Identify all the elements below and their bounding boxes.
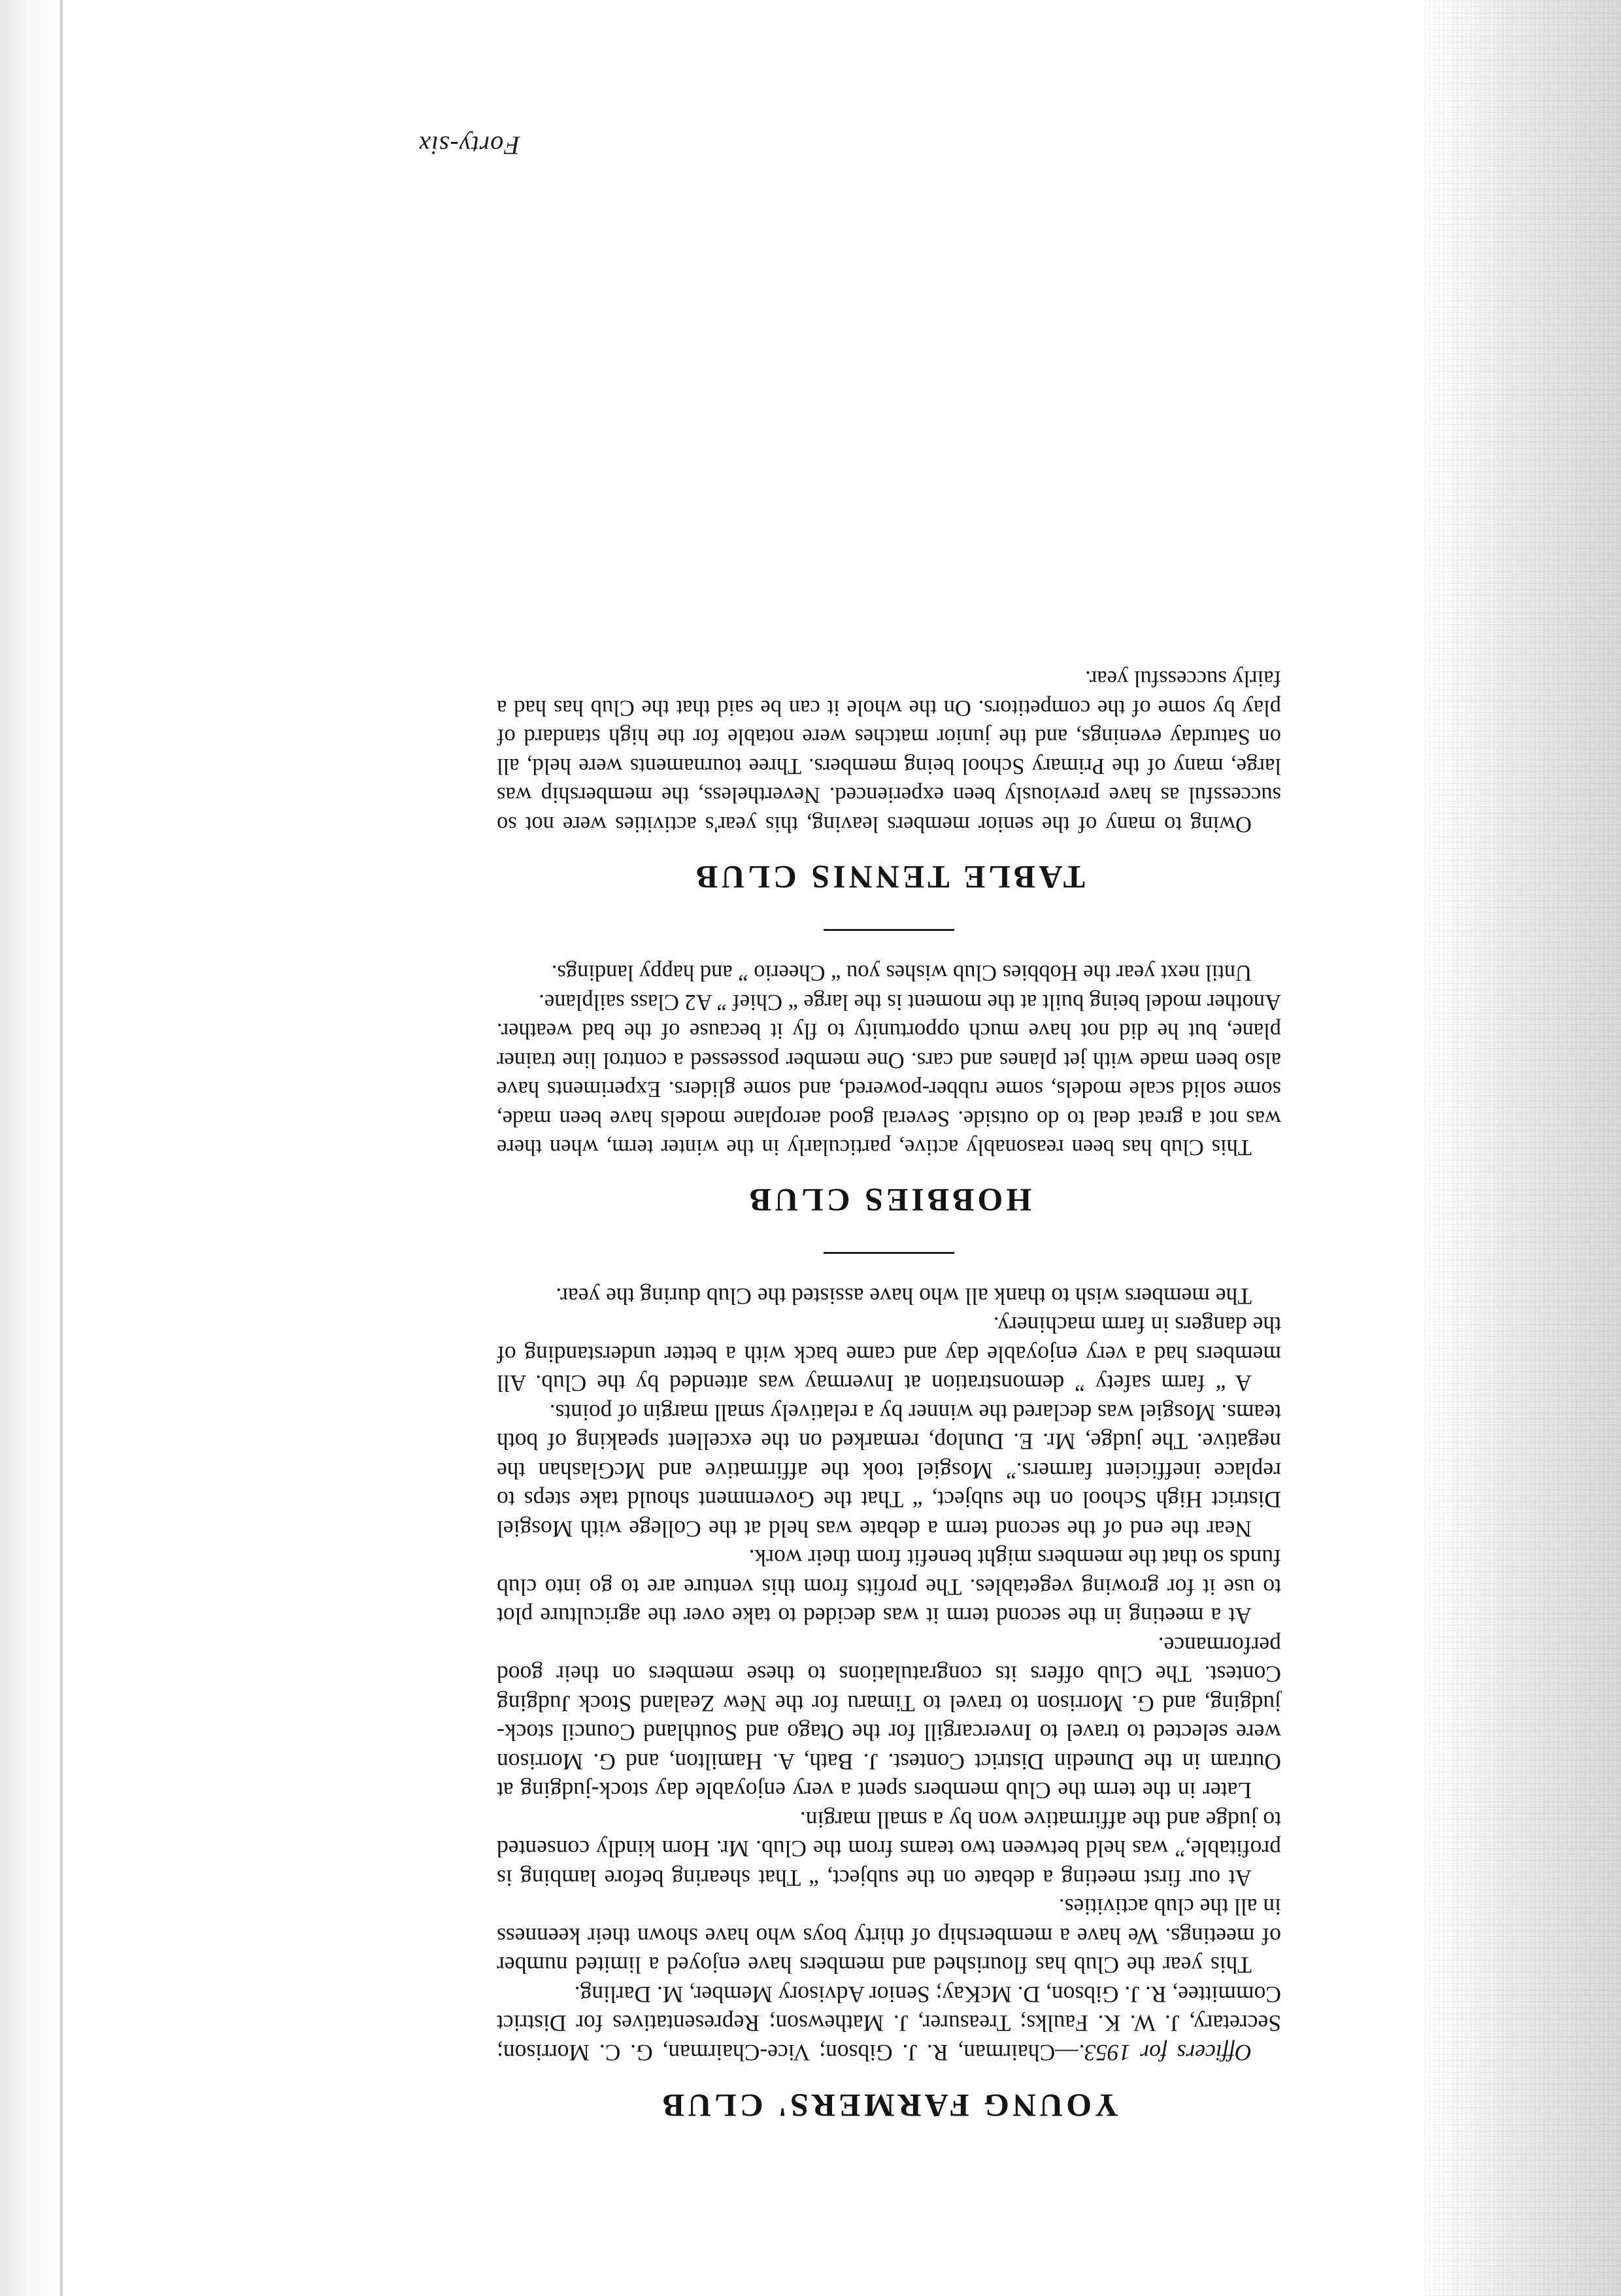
section-divider [824,1253,954,1255]
paragraph: Later in the term the Club members spent a very enjoyable day stock-judging at Outram in the Dunedin District Contest. J. Bath, A. Hamilton, and G. Morrison were selected to travel to Invercargill for the Otago and Southland Council stock-judging, and G. Morrison to travel to Timaru for the New Zealand Stock Judging Contest. The Club offers its congratulations to these members on their good performance. [497,1632,1281,1804]
young-farmers-club-section [497,1282,1281,2125]
officers-label: Officers for 1953. [1078,2040,1252,2066]
hobbies-club-section [497,958,1281,1220]
text-column [497,664,1281,2125]
paragraph: This Club has been reasonably active, particularly in the winter term, when there was not a great deal to do outside. Several good aeroplane models have been made, some solid scale models, some rubber-powered, and some gliders. Experiments have also been made with jet planes and cars. One member possessed a control line trainer plane, but he did not have much opportunity to fly it because of the bad weather. Another model being built at the moment is the large “ Chief ” A2 Class sailplane. [497,990,1281,1160]
paragraph: Near the end of the second term a debate was held at the College with Mosgiel District High School on the subject, “ That the Government should take steps to replace inefficient farmers.” Mosgiel took the affirmative and McGlashan the negative. The judge, Mr. E. Dunlop, remarked on the excellent speaking of both teams. Mosgiel was declared the winner by a relatively small margin of points. [497,1400,1281,1542]
paragraph: This year the Club has flourished and members have enjoyed a limited number of meetings. We have a membership of thirty boys who have shown their keenness in all the club activities. [497,1894,1281,1979]
table-tennis-club-section [497,664,1281,896]
page-number: Forty-six [418,131,520,160]
section-divider [824,929,954,931]
section-title: HOBBIES CLUB [746,1182,1032,1219]
paragraph: At our first meeting a debate on the subject, “ That shearing before lambing is profitable,” was held between two teams from the Club. Mr. Horn kindly consented to judge and the affirmative won by a small margin. [497,1807,1281,1891]
section-title: YOUNG FARMERS' CLUB [659,2087,1119,2124]
paragraph: Owing to many of the senior members leaving, this year's activities were not so successful as have previously been experienced. Nevertheless, the membership was large, many of the Primary School being members. Three tournaments were held, all on Saturday evenings, and the junior matches were notable for the high standard of play by some of the competitors. On the whole it can be said that the Club has had a fairly successful year. [497,666,1281,837]
paragraph: The members wish to thank all who have assisted the Club during the year. [556,1283,1252,1309]
paragraph: At a meeting in the second term it was decided to take over the agriculture plot to use it for growing vegetables. The profits from this venture are to go into club funds so that the members might benefit from their work. [497,1545,1281,1630]
paragraph: Until next year the Hobbies Club wishes you “ Cheerio ” and happy landings. [551,960,1252,986]
officers-text: —Chairman, R. J. Gibson; Vice-Chairman, G. C. Morrison; Secretary, J. W. K. Faulks; Treasurer, J. Mathewson; Representatives for District Committee, R. J. Gibson, D. McKay; Senior Advisory Member, M. Darling. [497,1982,1281,2066]
officers-paragraph [497,1980,1281,2068]
section-title: TABLE TENNIS CLUB [693,859,1085,896]
paragraph: A “ farm safety ” demonstration at Invermay was attended by the Club. All members had a very enjoyable day and came back with a better understanding of the dangers in farm machinery. [497,1312,1281,1397]
